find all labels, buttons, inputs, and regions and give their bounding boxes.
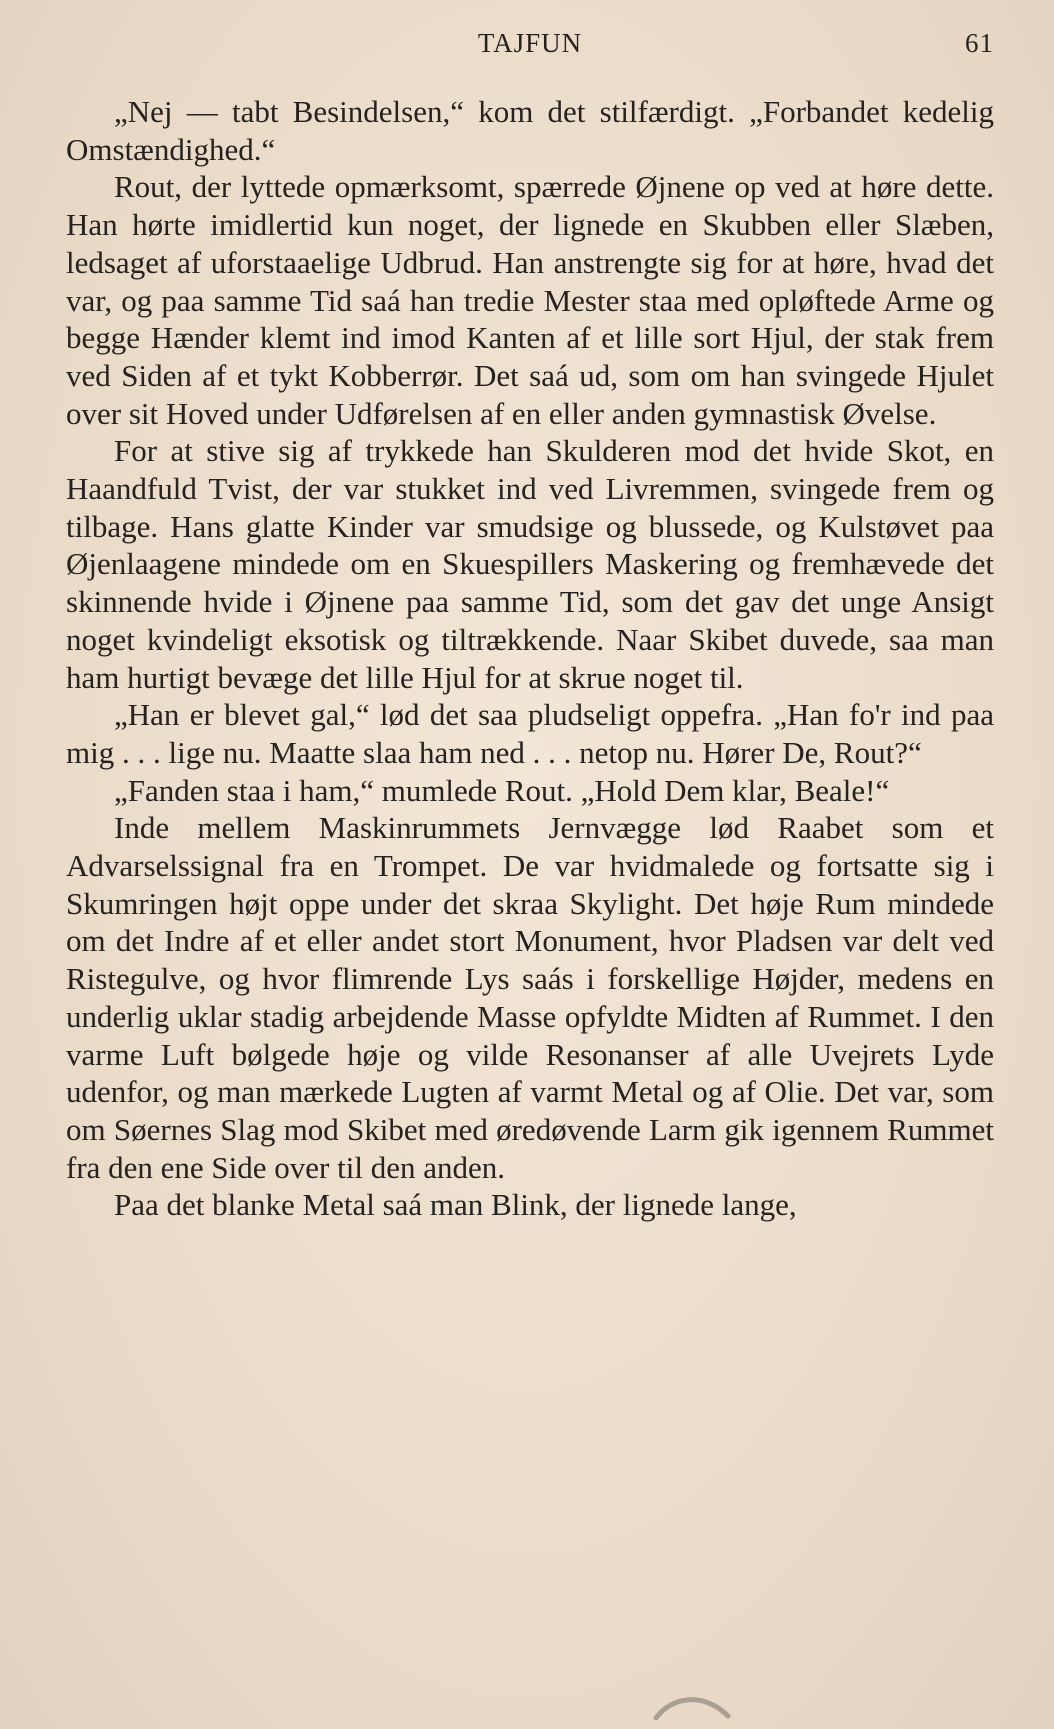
paragraph: Rout, der lyttede opmærksomt, spærrede Øjnene op ved at høre dette. Han hørte imidlertid kun noget, der lignede en Skubben eller Slæben, ledsaget af uforstaaelige Udbrud. Han anstrengte sig for at høre, hvad det var, og paa samme Tid saá han tredie Mester staa med opløftede Arme og begge Hænder klemt ind imod Kanten af et lille sort Hjul, der stak frem ved Siden af et tykt Kobberrør. Det saá ud, som om han svingede Hjulet over sit Hoved under Udførelsen af en eller anden gymnastisk Øvelse. bbox=[66, 169, 994, 431]
running-title: TAJFUN bbox=[477, 28, 583, 58]
paragraph: Paa det blanke Metal saá man Blink, der lignede lange, bbox=[114, 1187, 797, 1223]
bottom-ornament-icon bbox=[652, 1690, 732, 1720]
paragraph: „Han er blevet gal,“ lød det saa pludseligt oppefra. „Han fo'r ind paa mig . . . lige nu. Maatte slaa ham ned . . . netop nu. Hører De, Rout?“ bbox=[66, 697, 994, 770]
paragraph: Inde mellem Maskinrummets Jernvægge lød Raabet som et Advarselssignal fra en Trompet. De var hvidmalede og fortsatte sig i Skumringen højt oppe under det skraa Skylight. Det høje Rum mindede om det Indre af et eller andet stort Monument, hvor Pladsen var delt ved Ristegulve, og hvor flimrende Lys saás i forskellige Højder, medens en underlig uklar stadig arbejdende Masse opfyldte Midten af Rummet. I den varme Luft bølgede høje og vilde Resonanser af alle Uvejrets Lyde udenfor, og man mærkede Lugten af varmt Metal og af Olie. Det var, som om Søernes Slag mod Skibet med øredøvende Larm gik igennem Rummet fra den ene Side over til den anden. bbox=[66, 810, 994, 1185]
paragraph: For at stive sig af trykkede han Skulderen mod det hvide Skot, en Haandfuld Tvist, der var stukket ind ved Livremmen, svingede frem og tilbage. Hans glatte Kinder var smudsige og blussede, og Kulstøvet paa Øjenlaagene mindede om en Skuespillers Maskering og fremhævede det skinnende hvide i Øjnene paa samme Tid, som det gav det unge Ansigt noget kvindeligt eksotisk og tiltrækkende. Naar Skibet duvede, saa man ham hurtigt bevæge det lille Hjul for at skrue noget til. bbox=[66, 433, 994, 695]
paragraph: „Fanden staa i ham,“ mumlede Rout. „Hold Dem klar, Beale!“ bbox=[114, 772, 890, 808]
page-number: 61 bbox=[965, 28, 994, 58]
paragraph: „Nej — tabt Besindelsen,“ kom det stilfærdigt. „Forbandet kedelig Omstændighed.“ bbox=[66, 94, 994, 167]
page-header bbox=[66, 28, 994, 68]
body-text bbox=[66, 93, 994, 1224]
